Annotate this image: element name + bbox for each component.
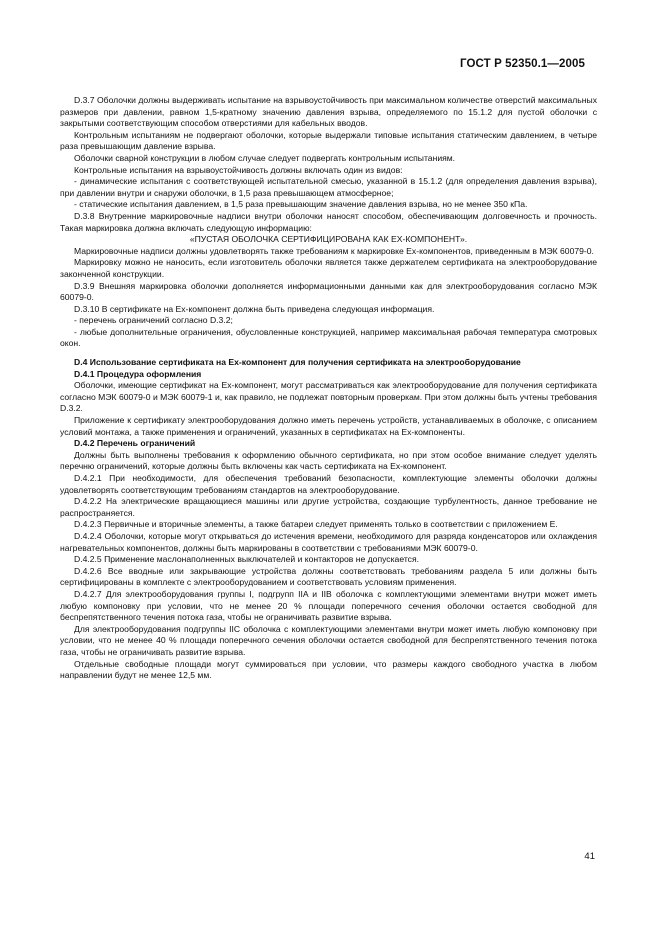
page-number: 41 — [584, 851, 595, 862]
paragraph: Должны быть выполнены требования к оформлению обычного сертификата, но при этом особое внимание следует уделять перечню ограничений, которые должны быть включены как часть сертификата на Ех-компонент. — [60, 449, 597, 472]
paragraph: Маркировочные надписи должны удовлетворять также требованиям к маркировке Ех-компонентов, приведенным в МЭК 60079-0. — [74, 245, 594, 256]
marking-text: «ПУСТАЯ ОБОЛОЧКА СЕРТИФИЦИРОВАНА КАК ЕХ-КОМПОНЕНТ». — [189, 234, 468, 245]
list-item: - любые дополнительные ограничения, обусловленные конструкцией, например максимальная рабочая температура смотровых окон. — [60, 326, 597, 349]
paragraph-d-4-2-5: D.4.2.5 Применение маслонаполненных выключателей и контакторов не допускается. — [74, 554, 419, 565]
paragraph-d-4-2-1: D.4.2.1 При необходимости, для обеспечения требований безопасности, комплектующие элементы оболочки должны удовлетворять соответствующим требованиям стандартов на электрооборудование. — [60, 473, 597, 495]
section-heading-d-4: D.4 Использование сертификата на Ех-компонент для получения сертификата на электрооборудование — [74, 357, 521, 368]
paragraph-d-4-2-3: D.4.2.3 Первичные и вторичные элементы, а также батареи следует применять только в соответствии с приложением Е. — [74, 519, 558, 530]
paragraph: Маркировку можно не наносить, если изготовитель оболочки является также держателем сертификата на электрооборудование законченной конструкции. — [60, 257, 597, 279]
subsection-heading-d-4-2: D.4.2 Перечень ограничений — [74, 438, 196, 449]
paragraph-d-3-7: D.3.7 Оболочки должны выдерживать испытание на взрывоустойчивость при максимальном количестве отверстий максимальных размеров при давлении, равном 1,5-кратному значению давления взрыва, определяемого по 15.1.2 для пустой оболочки с закрытыми соответствующим способом отверстиями для кабельных вводов. — [60, 95, 597, 129]
paragraph-d-4-2-2: D.4.2.2 На электрические вращающиеся машины или другие устройства, создающие турбулентность, данное требование не распространяется. — [60, 496, 597, 518]
paragraph: Отдельные свободные площади могут суммироваться при условии, что размеры каждого свободного участка в любом направлении будут не менее 12,5 мм. — [60, 658, 597, 681]
subsection-heading-d-4-1: D.4.1 Процедура оформления — [74, 368, 202, 379]
paragraph: Контрольные испытания на взрывоустойчивость должны включать один из видов: — [74, 164, 403, 175]
paragraph-d-3-8: D.3.8 Внутренние маркировочные надписи внутри оболочки наносят способом, обеспечивающим долговечность и прочность. Такая маркировка должна включать следующую информацию: — [60, 210, 597, 233]
document-body — [60, 95, 597, 682]
list-item: - статические испытания давлением, в 1,5 раза превышающим значение давления взрыва, но не менее 350 кПа. — [74, 199, 528, 210]
paragraph: Контрольным испытаниям не подвергают оболочки, которые выдержали типовые испытания статическим давлением, в четыре раза превышающим давление взрыва. — [60, 129, 597, 152]
paragraph: Оболочки сварной конструкции в любом случае следует подвергать контрольным испытаниям. — [74, 152, 456, 163]
paragraph: Приложение к сертификату электрооборудования должно иметь перечень устройств, устанавливаемых в оболочке, с описанием условий монтажа, а также применения и ограничений, указанных в сертификатах на Ех-компоненты. — [60, 415, 597, 437]
paragraph-d-3-10: D.3.10 В сертификате на Ех-компонент должна быть приведена следующая информация. — [74, 303, 435, 314]
list-item: - динамические испытания с соответствующей испытательной смесью, указанной в 15.1.2 (для определения давления взрыва), при давлении внутри и снаружи оболочки, в 1,5 раза превышающем атмосферное; — [60, 176, 597, 198]
paragraph-d-4-2-6: D.4.2.6 Все вводные или закрывающие устройства должны соответствовать требованиям раздела 5 или должны быть сертифицированы в комплекте с электрооборудованием и соответствовать условиям применения. — [60, 565, 597, 588]
paragraph-d-4-2-7: D.4.2.7 Для электрооборудования группы I, подгрупп IIA и IIB оболочка с комплектующими элементами внутри может иметь любую компоновку при условии, что не менее 20 % площади поперечного сечения оболочки остается свободной для беспрепятственного течения потока газа, чтобы не ограничивать развитие взрыва. — [60, 588, 597, 623]
paragraph: Оболочки, имеющие сертификат на Ех-компонент, могут рассматриваться как электрооборудование для получения сертификата согласно МЭК 60079-0 и МЭК 60079-1 и, как правило, не подлежат повторным проверкам. При этом должны быть учтены требования D.3.2. — [60, 380, 597, 414]
paragraph-d-3-9: D.3.9 Внешняя маркировка оболочки дополняется информационными данными как для электрооборудования согласно МЭК 60079-0. — [60, 280, 597, 303]
paragraph-d-4-2-4: D.4.2.4 Оболочки, которые могут открываться до истечения времени, необходимого для разряда конденсаторов или охлаждения нагревательных компонентов, должны быть маркированы в соответствии с требованиями МЭК 60079-0. — [60, 530, 597, 553]
paragraph: Для электрооборудования подгруппы IIC оболочка с комплектующими элементами внутри может иметь любую компоновку при условии, что не менее 40 % площади поперечного сечения оболочки остается свободной для беспрепятственного течения потока газа, чтобы не ограничивать развитие взрыва. — [60, 623, 597, 657]
document-header: ГОСТ Р 52350.1—2005 — [460, 58, 585, 70]
list-item: - перечень ограничений согласно D.3.2; — [74, 315, 233, 326]
